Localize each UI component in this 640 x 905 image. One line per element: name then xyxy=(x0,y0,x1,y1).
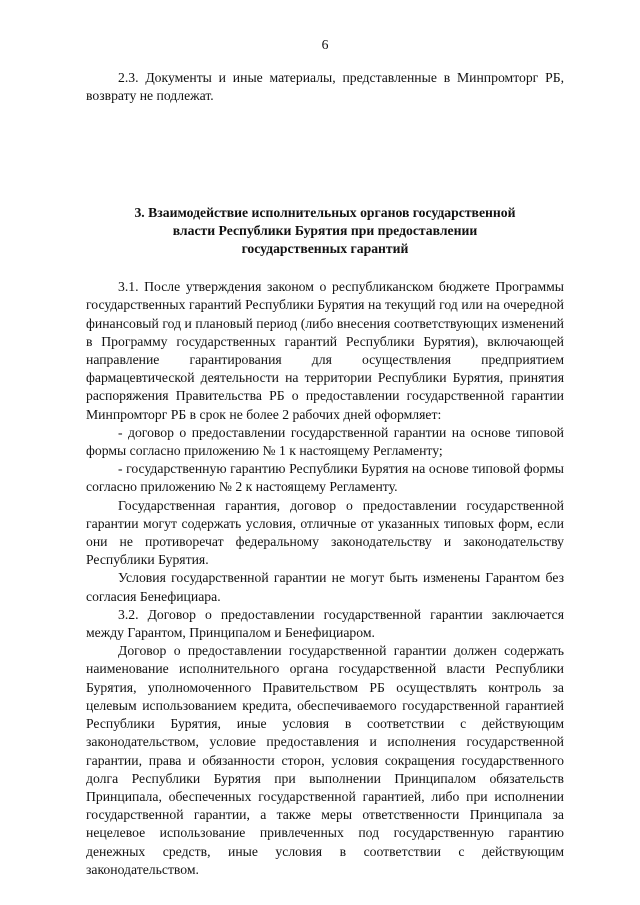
list-item-guarantee: - государственную гарантию Республики Бурятия на основе типовой формы согласно приложению № 2 к настоящему Регламенту. xyxy=(86,461,564,495)
paragraph-conditions-change: Условия государственной гарантии не могут быть изменены Гарантом без согласия Бенефициара. xyxy=(86,570,564,604)
paragraph-3-1: 3.1. После утверждения законом о республиканском бюджете Программы государственных гарантий Республики Бурятия на текущий год или на очередной финансовый год и плановый период (либо внесения соответствующих изменений в Программу государственных гарантий Республики Бурятия), включающей направление гарантирования для осуществления предприятием фармацевтической деятельности на территории Республики Бурятия, принятия распоряжения Правительства РБ о предоставлении государственной гарантии Минпромторг РБ в срок не более 2 рабочих дней оформляет: xyxy=(86,279,564,422)
section-heading-line: 3. Взаимодействие исполнительных органов государственной xyxy=(134,204,516,220)
paragraph-guarantee-conditions: Государственная гарантия, договор о предоставлении государственной гарантии могут содержать условия, отличные от указанных типовых форм, если они не противоречат федеральному законодательству и законодательству Республики Бурятия. xyxy=(86,497,564,568)
paragraph-agreement-contents: Договор о предоставлении государственной гарантии должен содержать наименование исполнительного органа государственной власти Республики Бурятия, уполномоченного Правительством РБ осуществлять контроль за целевым использованием кредита, обеспечиваемого государственной гарантией Республики Бурятия, иные условия в соответствии с действующим законодательством, условие предоставления и исполнения государственной гарантии, права и обязанности сторон, условия сокращения государственного долга Республики Бурятия при выполнении Принципалом обязательств Принципала, обеспеченных государственной гарантией, либо при исполнении государственной гарантии, а также меры ответственности Принципала за нецелевое использование привлеченных под государственную гарантию денежных средств, иные условия в соответствии с действующим законодательством. xyxy=(86,643,564,877)
intro-paragraph: 2.3. Документы и иные материалы, представленные в Минпромторг РБ, возврату не подлежат. xyxy=(86,70,564,104)
section-heading-line: власти Республики Бурятия при предоставлении xyxy=(172,222,478,238)
section-heading-line: государственных гарантий xyxy=(241,241,409,257)
section-heading xyxy=(86,204,564,259)
page-number: 6 xyxy=(321,37,329,52)
section-body xyxy=(86,278,564,879)
list-item-agreement: - договор о предоставлении государственной гарантии на основе типовой формы согласно приложению № 1 к настоящему Регламенту; xyxy=(86,424,564,459)
paragraph-3-2: 3.2. Договор о предоставлении государственной гарантии заключается между Гарантом, Принципалом и Бенефициаром. xyxy=(86,606,564,641)
